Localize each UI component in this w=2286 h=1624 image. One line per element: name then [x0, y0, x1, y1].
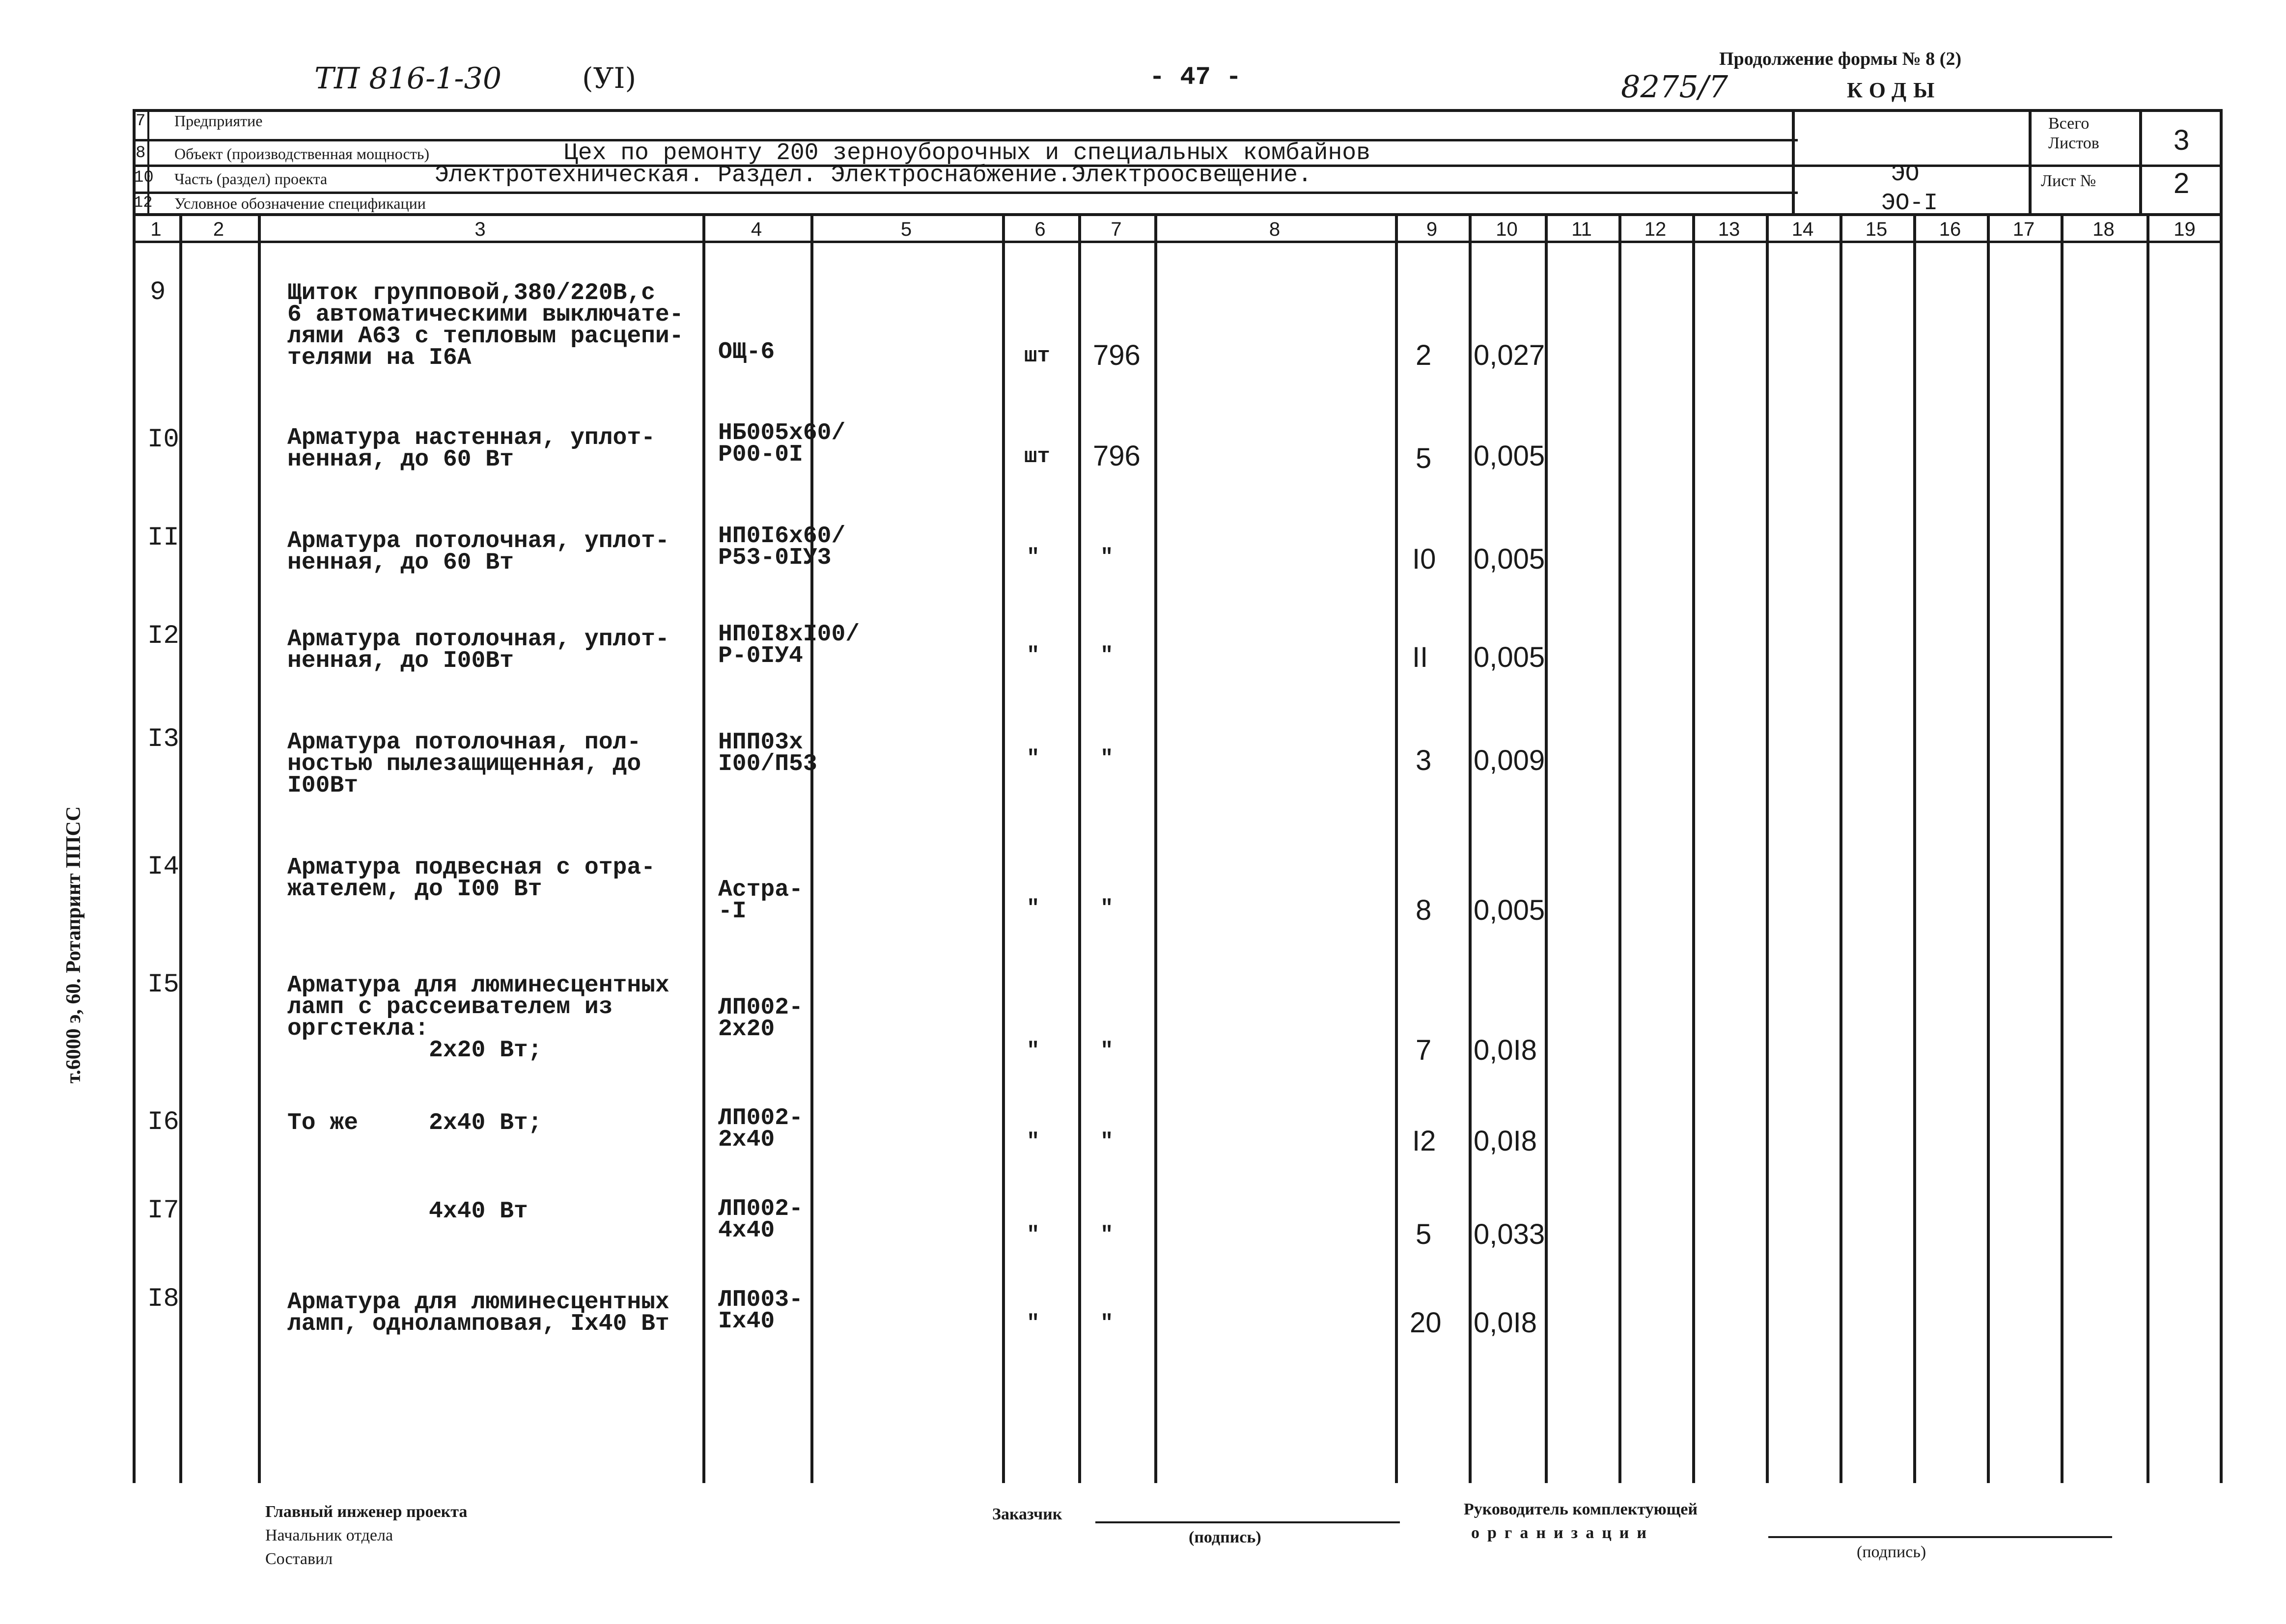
row-name: Арматура потолочная, уплот- ненная, до 60 Вт	[287, 528, 669, 576]
row-name: Арматура настенная, уплот- ненная, до 60 Вт	[287, 425, 655, 473]
row-unit-code: 796	[1093, 440, 1141, 472]
row-unit: "	[1027, 896, 1040, 921]
chief-engineer-label: Главный инженер проекта	[265, 1503, 468, 1521]
col-num: 9	[1426, 219, 1438, 240]
row-position: I7	[147, 1196, 179, 1226]
title-row-num: 7	[136, 112, 146, 131]
column-header-bottom	[133, 241, 2223, 243]
title-row-num: 12	[134, 193, 153, 212]
row-mass: 0,005	[1474, 641, 1545, 673]
dept-head-label: Начальник отдела	[265, 1526, 393, 1544]
title-row-value: Электротехническая. Раздел. Электроснабжение.Электроосвещение.	[435, 162, 1312, 189]
row-position: I2	[147, 621, 179, 651]
row-name: Арматура для люминесцентных ламп, одноламповая, Iх40 Вт	[287, 1289, 669, 1337]
row-mass: 0,033	[1474, 1218, 1545, 1250]
row-name: Арматура для люминесцентных ламп с рассеивателем из оргстекла: 2х20 Вт;	[287, 972, 669, 1064]
row-type: НБ005х60/ Р00-0I	[718, 420, 846, 468]
col-num: 2	[213, 219, 224, 240]
customer-label: Заказчик	[992, 1505, 1062, 1523]
row-unit: "	[1027, 1129, 1040, 1154]
supplier-signature-line	[1768, 1536, 2112, 1538]
title-row-label: Часть (раздел) проекта	[174, 170, 328, 188]
row-quantity: I0	[1412, 543, 1436, 575]
row-quantity: 3	[1416, 744, 1432, 776]
col-num: 4	[751, 219, 762, 240]
volume-number: (УI)	[582, 61, 637, 95]
row-position: I3	[147, 724, 179, 754]
row-position: II	[147, 523, 179, 553]
row-position: I5	[147, 970, 179, 1000]
row-quantity: I2	[1412, 1125, 1436, 1157]
col-num: 8	[1269, 219, 1281, 240]
row-unit-code: "	[1100, 643, 1114, 668]
page-number: - 47 -	[1149, 63, 1242, 92]
title-row-code: ЭО-I	[1881, 190, 1938, 217]
row-type: Астра- -I	[718, 877, 803, 925]
row-position: I0	[147, 425, 179, 455]
row-unit: "	[1027, 1223, 1040, 1247]
row-type: НП0I8хI00/ Р-0IУ4	[718, 621, 860, 669]
row-unit-code: 796	[1093, 339, 1141, 371]
row-type: ЛП003- Iх40	[718, 1287, 803, 1335]
row-name: 4х40 Вт	[287, 1198, 528, 1225]
row-name: Арматура потолочная, пол- ностью пылезащищенная, до I00Вт	[287, 729, 641, 799]
col-num: 17	[2012, 219, 2035, 240]
supplier-head-label: Руководитель комплектующей	[1464, 1500, 1698, 1518]
customer-signature-line	[1095, 1521, 1400, 1523]
row-unit: "	[1027, 1039, 1040, 1063]
row-quantity: 5	[1416, 442, 1432, 474]
inventory-number: 8275/7	[1621, 69, 1728, 105]
row-quantity: II	[1412, 641, 1428, 673]
supplier-signature-caption: (подпись)	[1857, 1543, 1926, 1561]
row-quantity: 8	[1416, 894, 1432, 926]
row-name: Щиток групповой,380/220В,с 6 автоматическими выключате- лями А63 с тепловым расцепи- телями на I6А	[287, 280, 684, 371]
col-num: 10	[1496, 219, 1518, 240]
col-num: 1	[150, 219, 162, 240]
col-num: 19	[2174, 219, 2196, 240]
col-num: 6	[1034, 219, 1046, 240]
row-mass: 0,027	[1474, 339, 1545, 371]
row-mass: 0,0I8	[1474, 1034, 1537, 1066]
col-num: 13	[1718, 219, 1740, 240]
row-position: I8	[147, 1284, 179, 1314]
row-mass: 0,005	[1474, 440, 1545, 472]
row-quantity: 20	[1410, 1307, 1442, 1339]
col-num: 5	[900, 219, 912, 240]
col-num: 3	[474, 219, 486, 240]
row-position: 9	[150, 277, 166, 307]
row-type: НПП03х I00/П53	[718, 729, 817, 777]
sheet-label: Лист №	[2041, 172, 2096, 190]
row-mass: 0,009	[1474, 744, 1545, 776]
doc-code: ТП 816-1-30	[314, 61, 502, 96]
row-type: ЛП002- 2х40	[718, 1105, 803, 1153]
row-name: То же 2х40 Вт;	[287, 1110, 542, 1136]
row-unit-code: "	[1100, 1223, 1114, 1247]
col-num: 16	[1939, 219, 1961, 240]
row-unit-code: "	[1100, 746, 1114, 771]
total-sheets-value: 3	[2174, 124, 2190, 156]
row-type: ОЩ-6	[718, 339, 775, 365]
row-mass: 0,0I8	[1474, 1125, 1537, 1157]
row-quantity: 7	[1416, 1034, 1432, 1066]
col-num: 11	[1571, 219, 1592, 240]
row-unit-code: "	[1100, 896, 1114, 921]
row-unit-code: "	[1100, 545, 1114, 570]
row-type: НП0I6х60/ Р53-0IУ3	[718, 523, 846, 571]
row-unit-code: "	[1100, 1129, 1114, 1154]
side-note: т.6000 э, 60. Ротапринт ППСС	[62, 806, 85, 1084]
row-unit-code: "	[1100, 1039, 1114, 1063]
row-name: Арматура потолочная, уплот- ненная, до I00Вт	[287, 626, 669, 674]
row-position: I6	[147, 1107, 179, 1137]
compiled-label: Составил	[265, 1550, 333, 1568]
row-type: ЛП002- 2х20	[718, 994, 803, 1043]
row-unit: "	[1027, 643, 1040, 668]
form-continuation: Продолжение формы № 8 (2)	[1719, 49, 1962, 69]
row-mass: 0,005	[1474, 894, 1545, 926]
row-position: I4	[147, 852, 179, 882]
row-type: ЛП002- 4х40	[718, 1196, 803, 1244]
row-unit: "	[1027, 1311, 1040, 1336]
customer-signature-caption: (подпись)	[1189, 1528, 1261, 1546]
row-unit: "	[1027, 746, 1040, 771]
row-unit: шт	[1024, 444, 1050, 469]
codes-label: КОДЫ	[1847, 78, 1942, 102]
sheet-value: 2	[2174, 167, 2190, 199]
title-row-label: Условное обозначение спецификации	[174, 194, 426, 212]
col-num: 15	[1865, 219, 1888, 240]
row-quantity: 5	[1416, 1218, 1432, 1250]
col-num: 7	[1111, 219, 1122, 240]
col-num: 18	[2092, 219, 2115, 240]
title-row-label: Предприятие	[174, 112, 263, 130]
col-num: 14	[1791, 219, 1814, 240]
title-row-num: 8	[136, 144, 146, 163]
row-unit: шт	[1024, 344, 1050, 368]
title-row-code: ЭО	[1891, 161, 1920, 188]
row-name: Арматура подвесная с отра- жателем, до I00 Вт	[287, 854, 655, 903]
row-quantity: 2	[1416, 339, 1432, 371]
title-row-value: Цех по ремонту 200 зерноуборочных и специальных комбайнов	[564, 140, 1370, 166]
row-unit: "	[1027, 545, 1040, 570]
title-row-num: 10	[134, 168, 154, 187]
row-mass: 0,005	[1474, 543, 1545, 575]
row-mass: 0,0I8	[1474, 1307, 1537, 1339]
row-unit-code: "	[1100, 1311, 1114, 1336]
col-num: 12	[1644, 219, 1667, 240]
title-row-label: Объект (производственная мощность)	[174, 145, 429, 163]
total-sheets-label: Всего Листов	[2048, 114, 2099, 152]
supplier-org-label: организации	[1471, 1524, 1654, 1542]
